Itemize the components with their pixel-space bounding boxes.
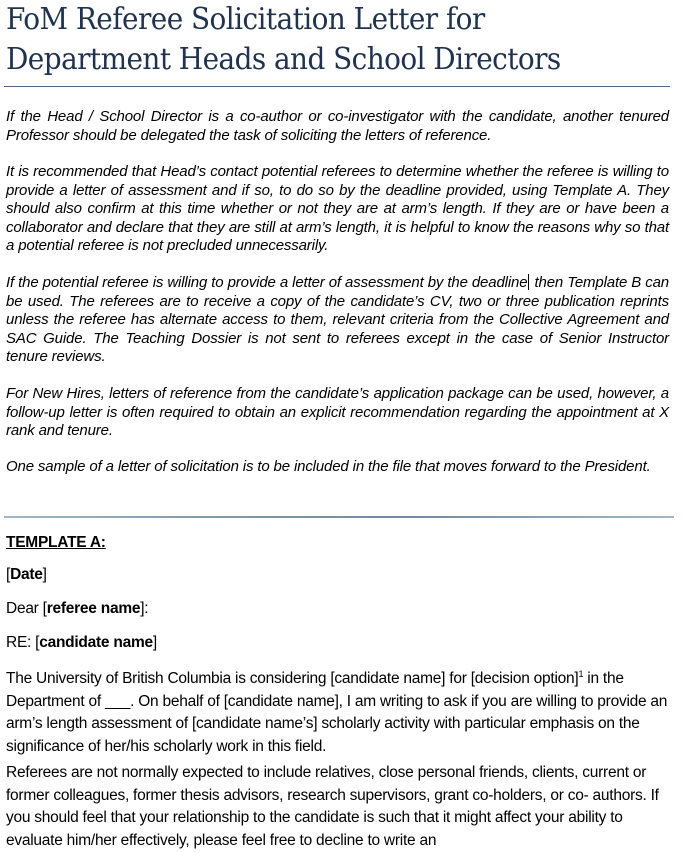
section-divider [4, 516, 674, 518]
document-title [6, 0, 635, 80]
template-a-heading: TEMPLATE A: [6, 534, 106, 551]
date-line: [Date] [6, 566, 47, 583]
re-line: RE: [candidate name] [6, 634, 157, 651]
title-line-2: Department Heads and School Directors [6, 42, 561, 77]
letter-body-paragraph-1: The University of British Columbia is considering [candidate name] for [decision option]$^1$ in the Department of ___. On behalf of [candidate name], I am writing to ask if you are willing to provide an arm’s length assessment of [candidate name’s] scholarly activity with particular emphasis on the significance of her/his scholarly work in this field. [6, 669, 668, 755]
salutation-line: Dear [referee name]: [6, 600, 149, 617]
text-before-cursor: If the potential referee is willing to provide a letter of assessment by the deadline [6, 274, 528, 291]
title-line-1: FoM Referee Solicitation Letter for [6, 2, 485, 37]
intro-paragraph-sample-letter: One sample of a letter of solicitation is to be included in the file that moves forward to the President. [6, 458, 651, 475]
intro-paragraph-template-b [6, 274, 669, 367]
intro-paragraph-new-hires: For New Hires, letters of reference from the candidate’s application package can be used, however, a follow-up letter is often required to obtain an explicit recommendation regarding the appointment at X rank and tenure. [6, 385, 669, 439]
referee-name-placeholder: referee name [46, 600, 141, 617]
intro-paragraph-coauthor: If the Head / School Director is a co-author or co-investigator with the candidate, another tenured Professor should be delegated the task of soliciting the letters of reference. [6, 108, 669, 144]
footnote-marker: 1 [578, 669, 584, 679]
candidate-name-placeholder: candidate name [39, 634, 153, 651]
title-divider [4, 86, 670, 87]
date-placeholder: Date [10, 566, 43, 583]
letter-body-paragraph-2: Referees are not normally expected to include relatives, close personal friends, clients, current or former colleagues, former thesis advisors, research supervisors, grant co-holders, or co- authors. If you should feel that your relationship to the candidate is such that it might affect your ability to evaluate him/her effectively, please feel free to decline to write an [6, 764, 659, 849]
intro-paragraph-contact-referees: It is recommended that Head’s contact potential referees to determine whether the referee is willing to provide a letter of assessment and if so, to do so by the deadline provided, using Template A. They should also confirm at this time whether or not they are at arm’s length. If they are or have been a collaborator and declare that they are still at arm’s length, it is helpful to know the reasons why so that a potential referee is not precluded unnecessarily. [6, 163, 669, 254]
text-after-cursor: then Template B can be used. The referees are to receive a copy of the candidate’s CV, two or three publication reprints unless the referee has alternate access to them, relevant criteria from the Collective Agreement and SAC Guide. The Teaching Dossier is not sent to referees except in the case of Senior Instructor tenure reviews. [6, 274, 669, 365]
